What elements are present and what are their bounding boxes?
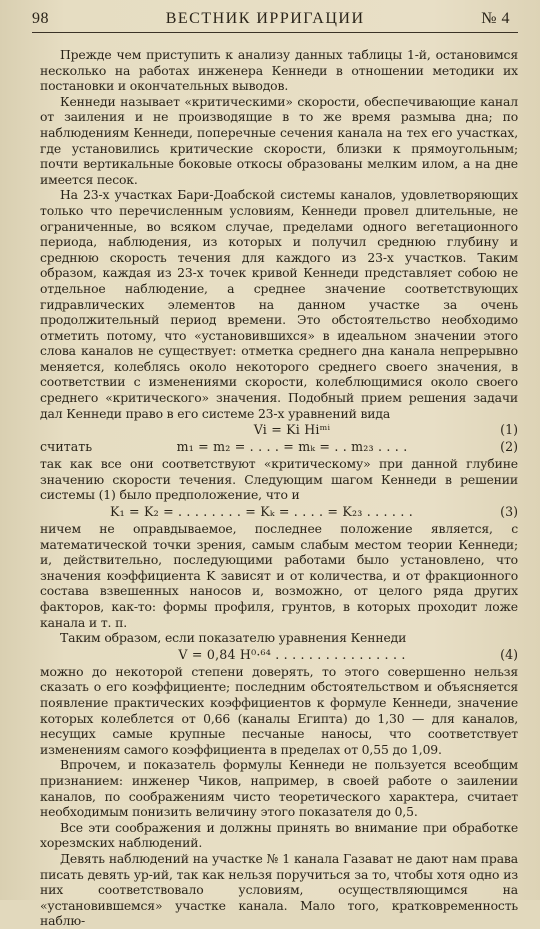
equation-2-formula: m₁ = m₂ = . . . . = mₖ = . . m₂₃ . . . . xyxy=(176,439,408,455)
paragraph-1: Прежде чем приступить к анализу данных таблицы 1-й, остановимся несколько на работах инженера Кеннеди в отношении методики их постановки и окончательных выводов. xyxy=(40,47,518,94)
equation-3-number: (3) xyxy=(500,504,518,520)
paragraph-4: так как все они соответствуют «критическому» при данной глубине значению скорости течения. Следующим шагом Кеннеди в решении системы (1) было предположение, что и xyxy=(40,456,518,503)
paragraph-2: Кеннеди называет «критическими» скорости, обеспечивающие канал от заиления и не производящие в то же время размыва дна; по наблюдениям Кеннеди, поперечные сечения канала на тех его участках, где установились критические скорости, близки к прямоугольным; почти вертикальные боковые откосы образованы мелким илом, а на дне имеется песок. xyxy=(40,93,518,187)
paragraph-6: Таким образом, если показателю уравнения Кеннеди xyxy=(60,630,407,646)
page-header xyxy=(32,8,518,33)
equation-3-formula: K₁ = K₂ = . . . . . . . . = Kₖ = . . . . = K₂₃ . . . . . . xyxy=(110,504,413,520)
paragraph-5: ничем не оправдываемое, последнее положение является, с математической точки зрения, самым слабым местом теории Кеннеди; и, действительно, последующими работами было установлено, что значения коэффициента K зависят и от количества, и от фракционного состава взвешенных наносов и, возможно, от целого ряда других факторов, как-то: формы профиля, грунтов, в которых проходит ложе канала и т. п. xyxy=(40,521,518,630)
equation-4-formula: V = 0,84 H⁰·⁶⁴ . . . . . . . . . . . . . . . . xyxy=(178,646,406,662)
equation-1 xyxy=(40,422,518,438)
equation-3 xyxy=(40,504,518,520)
equation-2-number: (2) xyxy=(500,439,518,455)
journal-title: ВЕСТНИК ИРРИГАЦИИ xyxy=(165,10,365,27)
equation-2 xyxy=(40,439,518,455)
paragraph-3: На 23-х участках Бари-Доабской системы каналов, удовлетворяющих только что перечисленным условиям, Кеннеди провел длительные, не ограниченные, во всяком случае, пределами одного вегетационного периода, наблюдения, из которых и получил среднюю глубину и среднюю скорость течения для каждого из 23-х участков. Таким образом, каждая из 23-х точек кривой Кеннеди представляет собою не отдельное наблюдение, а среднее значение соответствующих гидравлических элементов на данном участке за очень продолжительный период времени. Это обстоятельство необходимо отметить потому, что «установившихся» в идеальном значении этого слова каналов не существует: отметка среднего дна канала непрерывно меняется, колеблясь около некоторого среднего своего значения, в соответствии с изменениями скорости, колеблющимися около своего среднего «критического» значения. Подобный прием решения задачи дал Кеннеди право в его системе 23-х уравнений вида xyxy=(40,187,518,421)
equation-4 xyxy=(40,647,518,663)
paragraph-9: Все эти соображения и должны принять во внимание при обработке хорезмских наблюдений. xyxy=(40,819,518,851)
equation-1-formula: Vi = Ki Hiᵐⁱ xyxy=(253,422,331,438)
equation-2-lead-word: считать xyxy=(40,439,93,455)
paragraph-8: Впрочем, и показатель формулы Кеннеди не пользуется всеобщим признанием: инженер Чиков, например, в своей работе о заилении каналов, по соображениям чисто теоретического характера, считает необходимым понизить величину этого показателя до 0,5. xyxy=(40,757,518,820)
paragraph-7: можно до некоторой степени доверять, то этого совершенно нельзя сказать о его коэффициенте; последним обстоятельством и объясняется появление практических коэффициентов к формуле Кеннеди, значение которых колеблется от 0,66 (каналы Египта) до 1,30 — для каналов, несущих самые крупные песчаные наносы, что соответствует изменениям самого коэффициента в пределах от 0,55 до 1,09. xyxy=(40,663,518,757)
equation-1-number: (1) xyxy=(500,422,518,438)
issue-number: № 4 xyxy=(481,10,510,27)
page-number: 98 xyxy=(32,10,49,27)
article-body xyxy=(40,47,518,929)
equation-4-number: (4) xyxy=(500,646,518,662)
paragraph-10: Девять наблюдений на участке № 1 канала Газават не дают нам права писать девять ур-ий, так как нельзя поручиться за то, чтобы хотя одно из них соответствовало условиям, осуществляющимся на «установившемся» участке канала. Мало того, кратковременность наблю- xyxy=(40,850,518,929)
